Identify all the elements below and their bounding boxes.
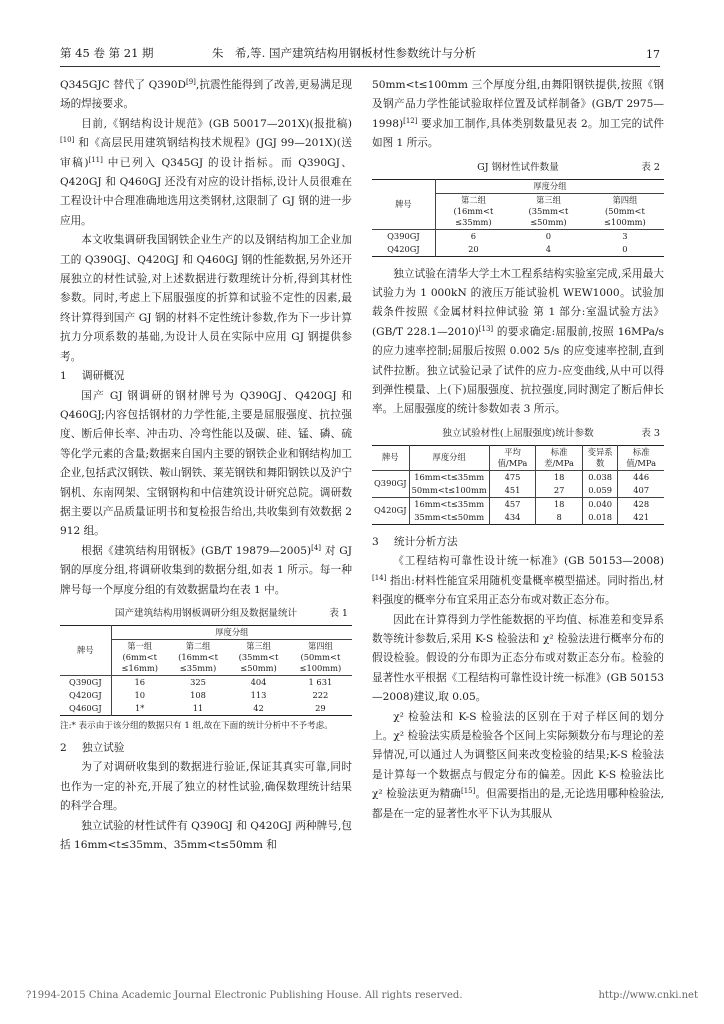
header-rule	[60, 66, 660, 67]
table-header: 第二组 (16mm<t ≤35mm)	[168, 639, 229, 675]
table-header: 厚度分组	[435, 179, 664, 193]
citation-ref: [11]	[88, 155, 103, 164]
footer-link[interactable]: http://www.cnki.net	[598, 990, 698, 1001]
table-1	[60, 625, 352, 716]
journal-issue: 第 45 卷 第 21 期	[60, 46, 154, 60]
paragraph: Q345GJC 替代了 Q390D[9],抗震性能得到了改善,更易满足现场的焊接要求。	[60, 78, 352, 111]
table-row: Q390GJ 16mm<t≤35mm 475 18 0.038 446	[372, 470, 664, 484]
table-row: 50mm<t≤100mm 451 27 0.059 407	[372, 484, 664, 498]
right-column	[372, 76, 664, 824]
table-row: Q390GJ 16 325 404 1 631	[60, 675, 352, 689]
section-heading: 1 调研概况	[60, 370, 125, 383]
table-header: 厚度分组	[409, 445, 489, 470]
paragraph: 独立试验在清华大学土木工程系结构实验室完成,采用最大试验力为 1 000kN 的液压万能试验机 WEW1000。试验加载条件按照《金属材料拉伸试验 第 1 部分:室温试验方法》(GB/T 228.1—2010)[13] 的要求确定:屈服前,按照 16MPa/s 的应力速率控制;屈服后按照 0.002 5/s 的应变速率控制,直到试件拉断。独立试验记录了试件的应力-应变曲线,从中可以得到弹性模量、上(下)屈服强度、抗拉强度,同时测定了断后伸长率。上屈服强度的统计参数如表 3 所示。	[372, 267, 664, 416]
table-row: Q390GJ 6 0 3	[372, 229, 664, 243]
paragraph: 因此在计算得到力学性能数据的平均值、标准差和变异系数等统计参数后,采用 K-S 检验法和 χ² 检验法进行概率分布的假设检验。假设的分布即为正态分布或对数正态分布。检验的显著性水平根据《工程结构可靠性设计统一标准》(GB 50153—2008)建议,取 0.05。	[372, 613, 664, 704]
table-header: 平均值/MPa	[489, 445, 536, 470]
table-header: 第四组 (50mm<t ≤100mm)	[289, 639, 352, 675]
table-header: 牌号	[372, 179, 435, 229]
paragraph: χ² 检验法和 K-S 检验法的区别在于对子样区间的划分上。χ² 检验法实质是检验各个区间上实际频数分布与理论的差异情况,可以通过人为调整区间来改变检验的结果;K-S 检验法是计算每一个数据点与假定分布的偏差。因此 K-S 检验法比 χ² 检验法更为精确[15]。但需要指出的是,无论选用哪种检验法,都是在一定的显著性水平下认为其服从	[372, 710, 664, 820]
table-row: Q420GJ 20 4 0	[372, 243, 664, 257]
running-title: 朱 希,等. 国产建筑结构用钢板材性参数统计与分析	[212, 46, 476, 60]
table-1-caption: 国产建筑结构用钢板调研分组及数据量统计 表 1	[114, 607, 348, 619]
table-header: 第一组 (6mm<t ≤16mm)	[111, 639, 168, 675]
table-header: 变异系数	[582, 445, 618, 470]
copyright-text: ?1994-2015 China Academic Journal Electronic Publishing House. All rights reserved.	[26, 990, 463, 1001]
table-row: Q460GJ 1* 11 42 29	[60, 702, 352, 716]
citation-ref: [9]	[185, 78, 196, 86]
table-row: 35mm<t≤50mm 434 8 0.018 421	[372, 511, 664, 525]
paragraph: 目前,《钢结构设计规范》(GB 50017—201X)(报批稿)[10] 和《高层民用建筑钢结构技术规程》(JGJ 99—201X)(送审稿)[11] 中已列入 Q345GJ 的设计指标。而 Q390GJ、Q420GJ 和 Q460GJ 还没有对应的设计指标,设计人员很难在工程设计中合理准确地选用这类钢材,这限制了 GJ 钢的进一步应用。	[60, 117, 352, 227]
citation-ref: [4]	[311, 543, 322, 552]
table-3	[372, 445, 664, 525]
citation-ref: [15]	[460, 787, 476, 796]
paragraph: 本文收集调研我国钢铁企业生产的以及钢结构加工企业加工的 Q390GJ、Q420GJ 和 Q460GJ 钢的性能数据,另外还开展独立的材性试验,对上述数据进行数理统计分析,得到其材性参数。同时,考虑上下屈服强度的折算和试验不定性的因素,最终计算得到国产 GJ 钢的材料不定性统计参数,作为下一步计算抗力分项系数的基础,为设计人员在实际中应用 GJ 钢提供参考。	[60, 234, 352, 363]
table-1-note: 注:* 表示由于该分组的数据只有 1 组,故在下面的统计分析中不予考虑。	[60, 720, 333, 731]
table-header: 牌号	[372, 445, 409, 470]
paragraph: 《工程结构可靠性设计统一标准》(GB 50153—2008)[14] 指出:材料性能宜采用随机变量概率模型描述。同时指出,材料强度的概率分布宜采用正态分布或对数正态分布。	[372, 555, 664, 607]
table-row: Q420GJ 10 108 113 222	[60, 689, 352, 702]
citation-ref: [10]	[60, 136, 75, 145]
section-heading: 3 统计分析方法	[372, 535, 458, 548]
citation-ref: [14]	[372, 573, 387, 582]
left-column	[60, 76, 352, 855]
table-2	[372, 179, 664, 257]
section-heading: 2 独立试验	[60, 741, 125, 754]
table-2-caption: GJ 钢材性试件数量 表 2	[477, 161, 660, 173]
table-header: 第三组 (35mm<t ≤50mm)	[511, 193, 586, 229]
table-header: 标准值/MPa	[618, 445, 664, 470]
paragraph: 为了对调研收集到的数据进行验证,保证其真实可靠,同时也作为一定的补充,开展了独立的材性试验,确保数理统计结果的科学合理。	[60, 761, 352, 813]
citation-ref: [12]	[403, 116, 418, 125]
citation-ref: [13]	[478, 324, 494, 333]
table-header: 第二组 (16mm<t ≤35mm)	[435, 193, 511, 229]
table-header: 牌号	[60, 625, 111, 675]
paragraph: 独立试验的材性试件有 Q390GJ 和 Q420GJ 两种牌号,包括 16mm<t≤35mm、35mm<t≤50mm 和	[60, 819, 352, 851]
paragraph: 根据《建筑结构用钢板》(GB/T 19879—2005)[4] 对 GJ 钢的厚度分组,将调研收集到的数据分组,如表 1 所示。每一种牌号每一个厚度分组的有效数据量均在表 1 中。	[60, 543, 352, 596]
table-header: 第四组 (50mm<t ≤100mm)	[586, 193, 664, 229]
table-header: 标准差/MPa	[536, 445, 583, 470]
paragraph: 50mm<t≤100mm 三个厚度分组,由舞阳钢铁提供,按照《钢及钢产品力学性能试验取样位置及试样制备》(GB/T 2975—1998)[12] 要求加工制作,具体类别数量见表 2。加工完的试件如图 1 所示。	[372, 79, 664, 150]
table-3-caption: 独立试验材性(上屈服强度)统计参数 表 3	[442, 427, 660, 439]
table-row: Q420GJ 16mm<t≤35mm 457 18 0.040 428	[372, 497, 664, 511]
table-header: 第三组 (35mm<t ≤50mm)	[228, 639, 289, 675]
page-number: 17	[646, 48, 660, 61]
paragraph: 国产 GJ 钢调研的钢材牌号为 Q390GJ、Q420GJ 和 Q460GJ;内容包括钢材的力学性能,主要是屈服强度、抗拉强度、断后伸长率、冲击功、冷弯性能以及碳、硅、锰、磷、硫等化学元素的含量;数据来自国内主要的钢铁企业和钢结构加工企业,包括武汉钢铁、鞍山钢铁、莱芜钢铁和舞阳钢铁以及沪宁钢机、东南网架、宝钢钢构和中信建筑设计研究总院。调研数据主要以产品质量证明书和复检报告给出,共收集到有效数据 2 912 组。	[60, 389, 352, 538]
table-header: 厚度分组	[111, 625, 352, 639]
running-header	[60, 45, 660, 63]
